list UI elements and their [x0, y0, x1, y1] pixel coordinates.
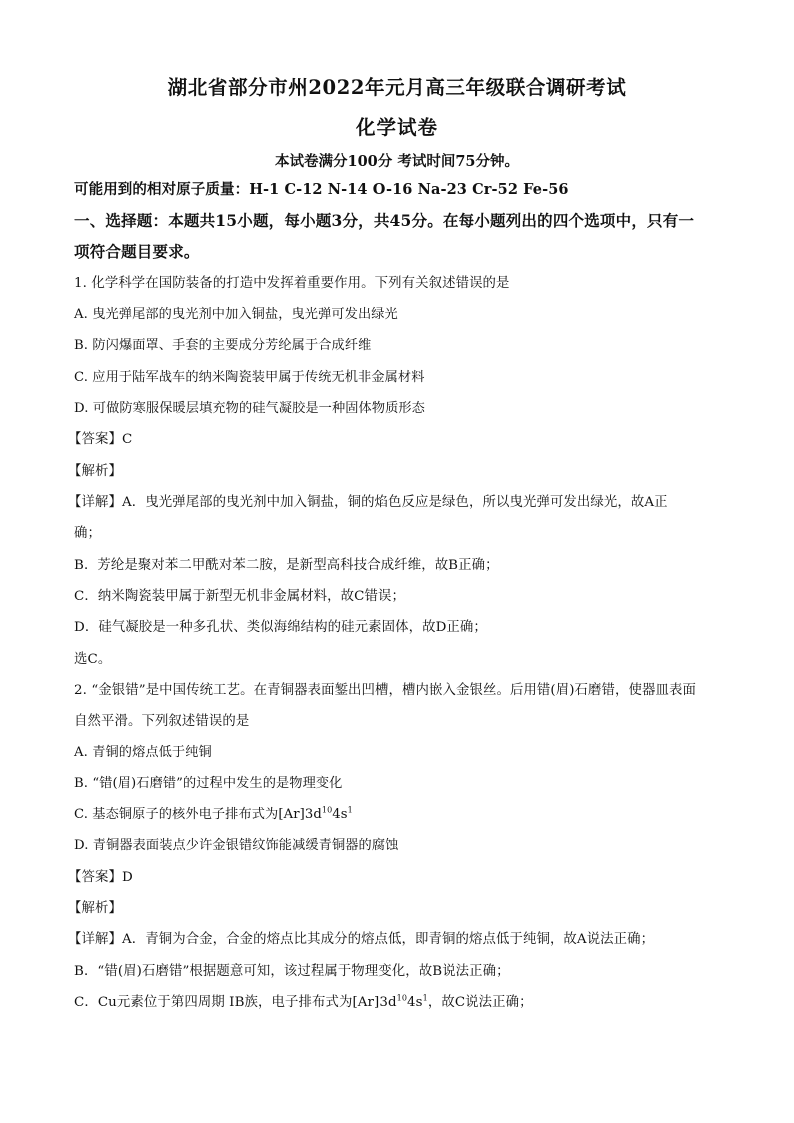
q1-detail-line1: 【详解】A．曳光弹尾部的曳光剂中加入铜盐，铜的焰色反应是绿色，所以曳光弹可发出绿光，故A正: [68, 495, 668, 510]
section-heading-line1: 一、选择题：本题共15小题，每小题3分，共45分。在每小题列出的四个选项中，只有一: [74, 211, 695, 230]
subject-title: 化学试卷: [355, 116, 438, 139]
q2-answer: 【答案】D: [68, 870, 133, 885]
q2-option-c-text: C. 基态铜原子的核外电子排布式为[Ar]3d: [74, 807, 322, 822]
q1-option-b: B. 防闪爆面罩、手套的主要成分芳纶属于合成纤维: [74, 338, 372, 353]
q1-detail-line6: 选C。: [74, 652, 112, 667]
q2-option-c-mid: 4s: [332, 807, 348, 822]
q2-detail-a: 【详解】A．青铜为合金，合金的熔点比其成分的熔点低，即青铜的熔点低于纯铜，故A说法正确；: [68, 932, 655, 947]
q1-detail-line2: 确；: [74, 526, 101, 541]
q2-detail-c-mid: 4s: [407, 995, 423, 1010]
q2-option-c: [74, 806, 353, 824]
q2-detail-b: B．“错(眉)石磨错”根据题意可知，该过程属于物理变化，故B说法正确；: [74, 964, 510, 979]
q2-detail-c-sup2: 1: [422, 993, 428, 1003]
q1-analysis-label: 【解析】: [68, 464, 122, 479]
q1-option-d: D. 可做防寒服保暖层填充物的硅气凝胶是一种固体物质形态: [74, 401, 425, 416]
q1-stem: 1. 化学科学在国防装备的打造中发挥着重要作用。下列有关叙述错误的是: [74, 276, 510, 291]
q2-option-c-sup2: 1: [347, 805, 353, 815]
q2-detail-c-post: ，故C说法正确；: [427, 995, 533, 1010]
q2-detail-c-sup1: 10: [396, 993, 408, 1003]
q1-option-a: A. 曳光弹尾部的曳光剂中加入铜盐，曳光弹可发出绿光: [74, 307, 398, 322]
q1-detail-line5: D．硅气凝胶是一种多孔状、类似海绵结构的硅元素固体，故D正确；: [74, 620, 487, 635]
exam-info: 本试卷满分100分 考试时间75分钟。: [275, 153, 519, 170]
q2-detail-c: [74, 994, 533, 1012]
q1-answer: 【答案】C: [68, 432, 133, 447]
q2-stem-line1: 2. “金银错”是中国传统工艺。在青铜器表面錾出凹槽，槽内嵌入金银丝。后用错(眉)石磨错，使器皿表面: [74, 683, 696, 698]
atomic-masses: 可能用到的相对原子质量：H-1 C-12 N-14 O-16 Na-23 Cr-52 Fe-56: [74, 181, 569, 198]
q1-option-c: C. 应用于陆军战车的纳米陶瓷装甲属于传统无机非金属材料: [74, 370, 425, 385]
exam-title: 湖北省部分市州2022年元月高三年级联合调研考试: [167, 76, 627, 99]
q2-option-c-sup1: 10: [321, 805, 333, 815]
q2-option-a: A. 青铜的熔点低于纯铜: [74, 745, 212, 760]
section-heading-line2: 项符合题目要求。: [74, 242, 200, 261]
q1-detail-line4: C．纳米陶瓷装甲属于新型无机非金属材料，故C错误；: [74, 589, 405, 604]
q2-option-d: D. 青铜器表面装点少许金银错纹饰能减缓青铜器的腐蚀: [74, 838, 399, 853]
q2-detail-c-text: C．Cu元素位于第四周期 IB族，电子排布式为[Ar]3d: [74, 995, 397, 1010]
q1-detail-line3: B．芳纶是聚对苯二甲酰对苯二胺，是新型高科技合成纤维，故B正确；: [74, 558, 499, 573]
q2-option-b: B. “错(眉)石磨错”的过程中发生的是物理变化: [74, 776, 343, 791]
q2-analysis-label: 【解析】: [68, 901, 122, 916]
q2-stem-line2: 自然平滑。下列叙述错误的是: [74, 714, 250, 729]
